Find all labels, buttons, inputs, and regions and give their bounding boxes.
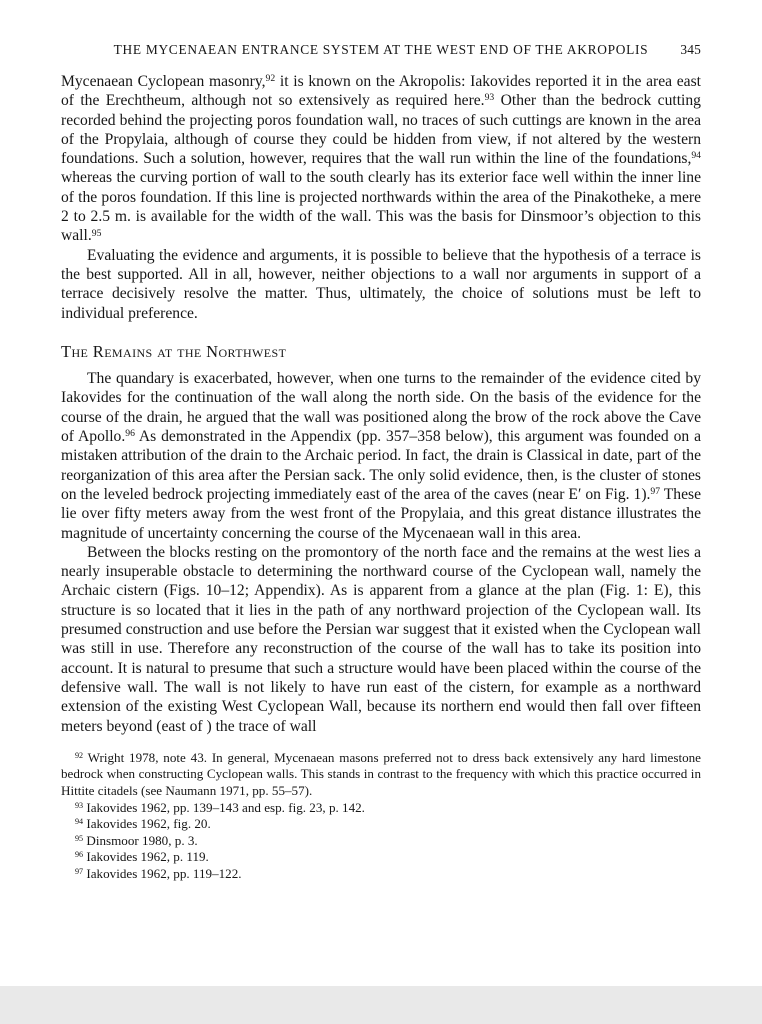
footnote-number: 93 <box>75 800 84 810</box>
footnotes-section <box>61 750 701 883</box>
footnote: $^{93}$ Iakovides 1962, pp. 139–143 and esp. fig. 23, p. 142. <box>75 799 365 815</box>
footnote-number: 92 <box>75 750 84 760</box>
paragraph: The quandary is exacerbated, however, when one turns to the remainder of the evidence cited by Iakovides for the continuation of the wall along the north side. On the basis of the evidence for the course of the drain, he argued that the wall was positioned along the brow of the rock above the Cave of Apollo.$^{96}$ As demonstrated in the Appendix (pp. 357–358 below), this argument was founded on a mistaken attribution of the drain to the Archaic period. In fact, the drain is Classical in date, part of the reorganization of this area after the Persian sack. The only solid evidence, then, is the cluster of stones on the leveled bedrock projecting immediately east of the area of the caves (near E′ on Fig. 1).$^{97}$ These lie over fifty meters away from the west front of the Propylaia, and this great distance illustrates the magnitude of uncertainty concerning the course of the Mycenaean wall in this area. <box>61 370 701 542</box>
paragraph: Evaluating the evidence and arguments, it is possible to believe that the hypothesis of a terrace is the best supported. All in all, however, neither objections to a wall nor arguments in support of a terrace decisively resolve the matter. Thus, ultimately, the choice of solutions must be left to individual preference. <box>61 246 701 322</box>
footnote: $^{92}$ Wright 1978, note 43. In general, Mycenaean masons preferred not to dress back extensively any hard limestone bedrock when constructing Cyclopean walls. This stands in contrast to the frequency with which this practice occurred in Hittite citadels (see Naumann 1971, pp. 55–57). <box>61 749 701 798</box>
footnote-number: 96 <box>75 850 84 860</box>
footnote: $^{95}$ Dinsmoor 1980, p. 3. <box>75 832 198 848</box>
footnote-ref: 97 <box>650 486 661 498</box>
footnote: $^{94}$ Iakovides 1962, fig. 20. <box>75 816 211 832</box>
footnote-ref: 93 <box>484 92 495 104</box>
footnote-ref: 96 <box>125 428 135 440</box>
footnote-ref: 95 <box>91 227 102 239</box>
paragraph: Mycenaean Cyclopean masonry,$^{92}$ it is known on the Akropolis: Iakovides reported it in the area east of the Erechtheum, although not so extensively as required here.$^{93}$ Other than the bedrock cutting recorded behind the projecting poros foundation wall, no traces of such cuttings are known in the area of the Propylaia, although of course they could be hidden from view, if not altered by the western foundations. Such a solution, however, requires that the wall run within the line of the foundations,$^{94}$ whereas the curving portion of wall to the south clearly has its exterior face well within the inner line of the poros foundation. If this line is projected northwards within the area of the Pinakotheke, a mere 2 to 2.5 m. is available for the width of the wall. This was the basis for Dinsmoor’s objection to this wall.$^{95}$ <box>61 73 701 245</box>
running-head <box>61 42 701 58</box>
body-text <box>61 72 701 736</box>
page-number: 345 <box>680 42 701 57</box>
footnote-number: 95 <box>75 833 84 843</box>
section-heading: The Remains at the Northwest <box>61 341 287 361</box>
footnote-number: 94 <box>75 817 84 827</box>
running-head-title: THE MYCENAEAN ENTRANCE SYSTEM AT THE WEST END OF THE AKROPOLIS <box>113 42 649 57</box>
footnote-ref: 92 <box>265 73 276 85</box>
footnote-number: 97 <box>75 866 84 876</box>
paragraph: Between the blocks resting on the promontory of the north face and the remains at the west lies a nearly insuperable obstacle to determining the northward course of the Cyclopean wall, namely the Archaic cistern (Figs. 10–12; Appendix). As is apparent from a glance at the plan (Fig. 1: E), this structure is so located that it lies in the path of any northward projection of the Cyclopean wall. Its presumed construction and use before the Persian war suggest that it existed when the Cyclopean wall was still in use. Therefore any reconstruction of the course of the wall has to take its position into account. It is natural to presume that such a structure would have been placed within the course of the defensive wall. The wall is not likely to have run east of the cistern, for example as a northward extension of the existing West Cyclopean Wall, because its northern end would then fall over fifteen meters beyond (east of ) the trace of wall <box>61 543 701 735</box>
footnote-ref: 94 <box>691 150 701 162</box>
footnote: $^{96}$ Iakovides 1962, p. 119. <box>75 849 209 865</box>
footnote: $^{97}$ Iakovides 1962, pp. 119–122. <box>75 865 242 881</box>
